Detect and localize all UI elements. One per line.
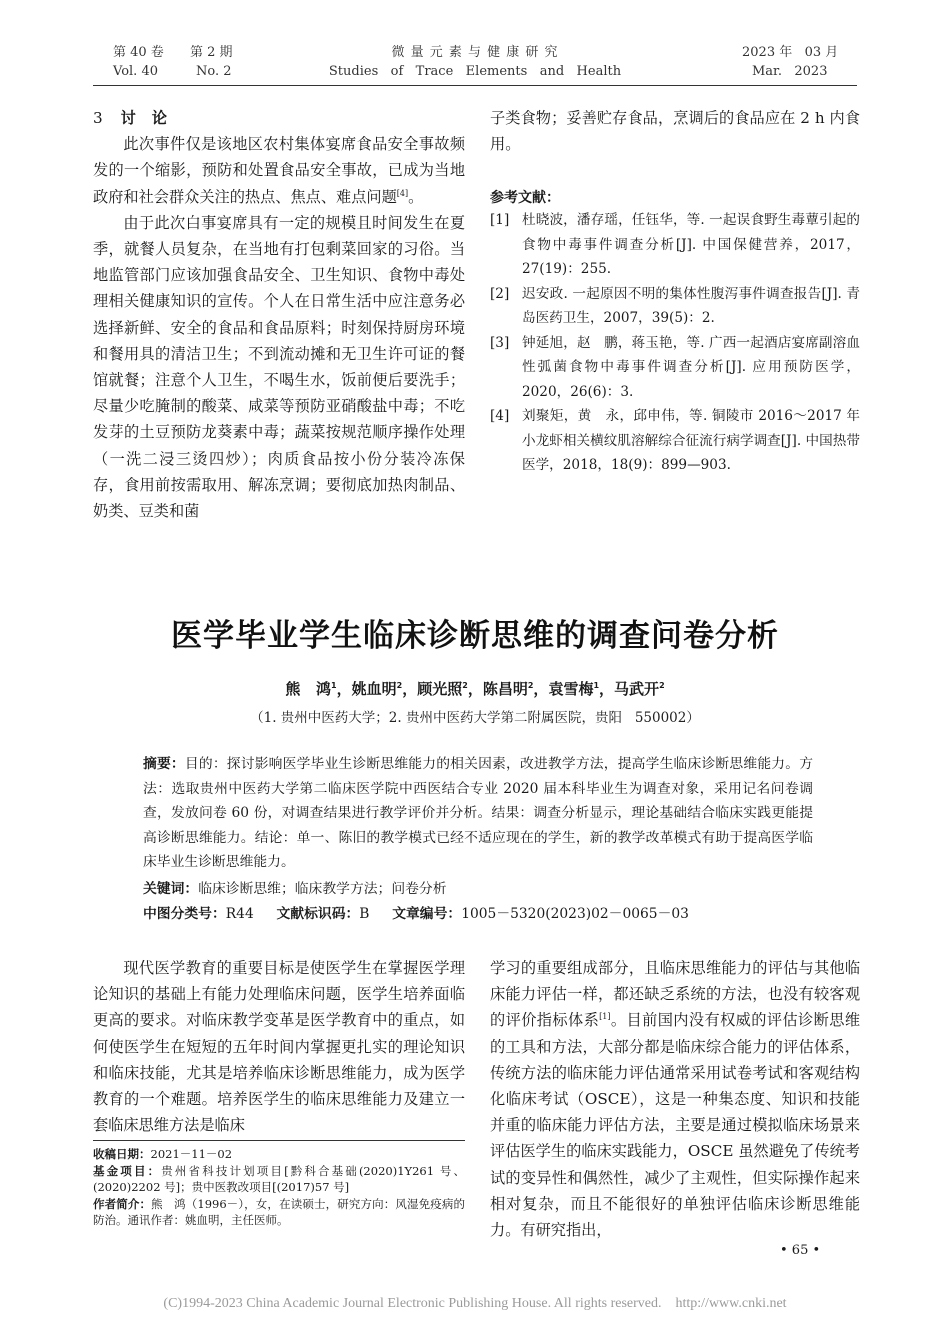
reference-item: [3] 钟延旭，赵 鹏，蒋玉艳，等. 广西一起酒店宴席副溶血性弧菌食物中毒事件调查分析[J]. 应用预防医学，2020，26(6)：3. bbox=[490, 334, 860, 400]
footnote-rule bbox=[93, 1140, 465, 1141]
keywords-text: 临床诊断思维；临床教学方法；问卷分析 bbox=[198, 881, 447, 897]
discussion-continuation: 子类食物；妥善贮存食品，烹调后的食品应在 2 h 内食用。 bbox=[490, 109, 860, 154]
author-affiliation-mark: 2 bbox=[462, 681, 468, 690]
affiliation: （1. 贵州中医药大学；2. 贵州中医药大学第二附属医院，贵阳 550002） bbox=[250, 710, 700, 726]
author-affiliation-mark: 1 bbox=[593, 681, 600, 690]
header-issue-en: No. 2 bbox=[196, 64, 232, 79]
intro-left-column: 现代医学教育的重要目标是使医学生在掌握医学理论知识的基础上有能力处理临床问题，医学生培养面临更高的要求。对临床教学变革是医学教育中的重点，如何使医学生在短短的五年时间内掌握更扎实的理论知识和临床技能，尤其是培养临床诊断思维能力，成为医学教育的一个难题。培养医学生的临床思维能力及建立一套临床思维方法是临床 bbox=[93, 959, 465, 1135]
header-rule bbox=[93, 85, 857, 86]
copyright-notice: (C)1994-2023 China Academic Journal Electronic Publishing House. All rights reserved. http://www.cnki.net bbox=[163, 1296, 787, 1311]
abstract-text: 目的：探讨影响医学毕业生诊断思维能力的相关因素，改进教学方法，提高学生临床诊断思维能力。方法：选取贵州中医药大学第二临床医学院中西医结合专业 2020 届本科毕业生为调查对象，采用记名问卷调查，发放问卷 60 份，对调查结果进行教学评价并分析。结果：调查分析显示，理论基础结合临床实践更能提高诊断思维能力。结论：单一、陈旧的教学模式已经不适应现在的学生，新的教学改革模式有助于提高医学临床毕业生诊断思维能力。 bbox=[143, 756, 814, 870]
author-name: 陈昌明 bbox=[482, 680, 528, 698]
author-name: 熊 鸿 bbox=[285, 680, 332, 698]
doc-code-label: 文献标识码： bbox=[276, 906, 360, 922]
author-list: 熊 鸿$^1$，姚血明$^2$，顾光照$^2$，陈昌明$^2$，袁雪梅$^1$，马武开$^2$ bbox=[285, 680, 665, 698]
section-title: 讨 论 bbox=[120, 109, 167, 127]
author-affiliation-mark: 2 bbox=[396, 681, 403, 690]
citation: [1] bbox=[599, 1012, 611, 1022]
section-heading bbox=[93, 105, 465, 131]
keywords-label: 关键词： bbox=[143, 881, 199, 897]
received-date: 收稿日期：2021－11－02 bbox=[93, 1147, 233, 1161]
abstract bbox=[143, 752, 813, 875]
header-volume-en: Vol. 40 bbox=[113, 64, 158, 79]
doc-code-value: B bbox=[359, 906, 370, 922]
classification-line bbox=[143, 902, 843, 927]
abstract-label: 摘要： bbox=[143, 756, 185, 772]
intro-right-column: 学习的重要组成部分，且临床思维能力的评估与其他临床能力评估一样，都还缺乏系统的方法，也没有较客观的评价指标体系[1]。目前国内没有权威的评估诊断思维的工具和方法，大部分都是临床综合能力的评估体系，传统方法的临床能力评估通常采用试卷考试和客观结构化临床考试（OSCE），这是一种集态度、知识和技能并重的临床能力评估方法，主要是通过模拟临床场景来评估医学生的临床实践能力，OSCE 虽然避免了传统考试的变异性和偶然性，减少了主观性，但实际操作起来相对复杂，而且不能很好的单独评估临床诊断思维能力。有研究指出， bbox=[490, 959, 860, 1240]
footnote bbox=[93, 1146, 465, 1229]
article-title: 医学毕业学生临床诊断思维的调查问卷分析 bbox=[171, 618, 779, 654]
clc-value: R44 bbox=[225, 906, 254, 922]
discussion-paragraph-1: 此次事件仅是该地区农村集体宴席食品安全事故频发的一个缩影，预防和处置食品安全事故，已成为当地政府和社会群众关注的热点、焦点、难点问题[4]。 bbox=[93, 135, 465, 206]
article-number-label: 文章编号： bbox=[392, 906, 462, 922]
author-name: 顾光照 bbox=[417, 680, 463, 698]
author-name: 姚血明 bbox=[351, 680, 397, 698]
section-number: 3 bbox=[93, 109, 103, 127]
references-list bbox=[490, 208, 860, 478]
header-journal-cn: 微 量 元 素 与 健 康 研 究 bbox=[391, 45, 559, 60]
page-number: • 65 • bbox=[780, 1243, 821, 1258]
prev-article-right-column bbox=[490, 105, 860, 157]
fund-info: 基金项目：贵州省科技计划项目[黔科合基础(2020)1Y261 号、(2020)2202 号]；贵中医教改项目[(2017)57 号] bbox=[93, 1163, 465, 1194]
author-name: 袁雪梅 bbox=[548, 680, 594, 698]
citation: [4] bbox=[396, 188, 409, 198]
clc-label: 中图分类号： bbox=[143, 906, 226, 922]
author-affiliation-mark: 2 bbox=[527, 681, 534, 690]
header-date-en: Mar. 2023 bbox=[752, 64, 828, 79]
reference-item: [4] 刘聚矩，黄 永，邱申伟，等. 铜陵市 2016～2017 年小龙虾相关横纹肌溶解综合征流行病学调查[J]. 中国热带医学，2018，18(9)：899—903. bbox=[490, 408, 860, 473]
article-number-value: 1005－5320(2023)02－0065－03 bbox=[461, 906, 689, 922]
author-affiliation-mark: 2 bbox=[659, 681, 665, 690]
reference-item: [1] 杜晓波，潘存瑶，任钰华，等. 一起误食野生毒蕈引起的食物中毒事件调查分析[J]. 中国保健营养，2017，27(19)：255. bbox=[490, 212, 860, 277]
references-title: 参考文献： bbox=[490, 190, 560, 206]
author-bio: 作者简介：熊 鸿（1996－），女，在读硕士，研究方向：风湿免疫病的防治。通讯作者：姚血明，主任医师。 bbox=[93, 1196, 466, 1227]
author-name: 马武开 bbox=[614, 680, 660, 698]
prev-article-left-column bbox=[93, 105, 465, 524]
discussion-paragraph-2: 由于此次白事宴席具有一定的规模且时间发生在夏季，就餐人员复杂，在当地有打包剩菜回家的习俗。当地监管部门应该加强食品安全、卫生知识、食物中毒处理相关健康知识的宣传。个人在日常生活中应注意务必选择新鲜、安全的食品和食品原料；时刻保持厨房环境和餐用具的清洁卫生；不到流动摊和无卫生许可证的餐馆就餐；注意个人卫生，不喝生水，饭前便后要洗手；尽量少吃腌制的酸菜、咸菜等预防亚硝酸盐中毒；不吃发芽的土豆预防龙葵素中毒；蔬菜按规范顺序操作处理（一洗二浸三烫四炒）；肉质食品按小份分装冷冻保存，食用前按需取用、解冻烹调；要彻底加热肉制品、奶类、豆类和菌 bbox=[93, 213, 465, 521]
header-issue-cn: 第 2 期 bbox=[190, 45, 233, 60]
author-affiliation-mark: 1 bbox=[331, 681, 337, 690]
reference-item: [2] 迟安政. 一起原因不明的集体性腹泻事件调查报告[J]. 青岛医药卫生，2007，39(5)：2. bbox=[490, 285, 860, 326]
header-volume-cn: 第 40 卷 bbox=[113, 45, 164, 60]
header-journal-en: Studies of Trace Elements and Health bbox=[328, 64, 622, 79]
keywords bbox=[143, 877, 813, 902]
header-date-cn: 2023 年 03 月 bbox=[742, 45, 839, 60]
